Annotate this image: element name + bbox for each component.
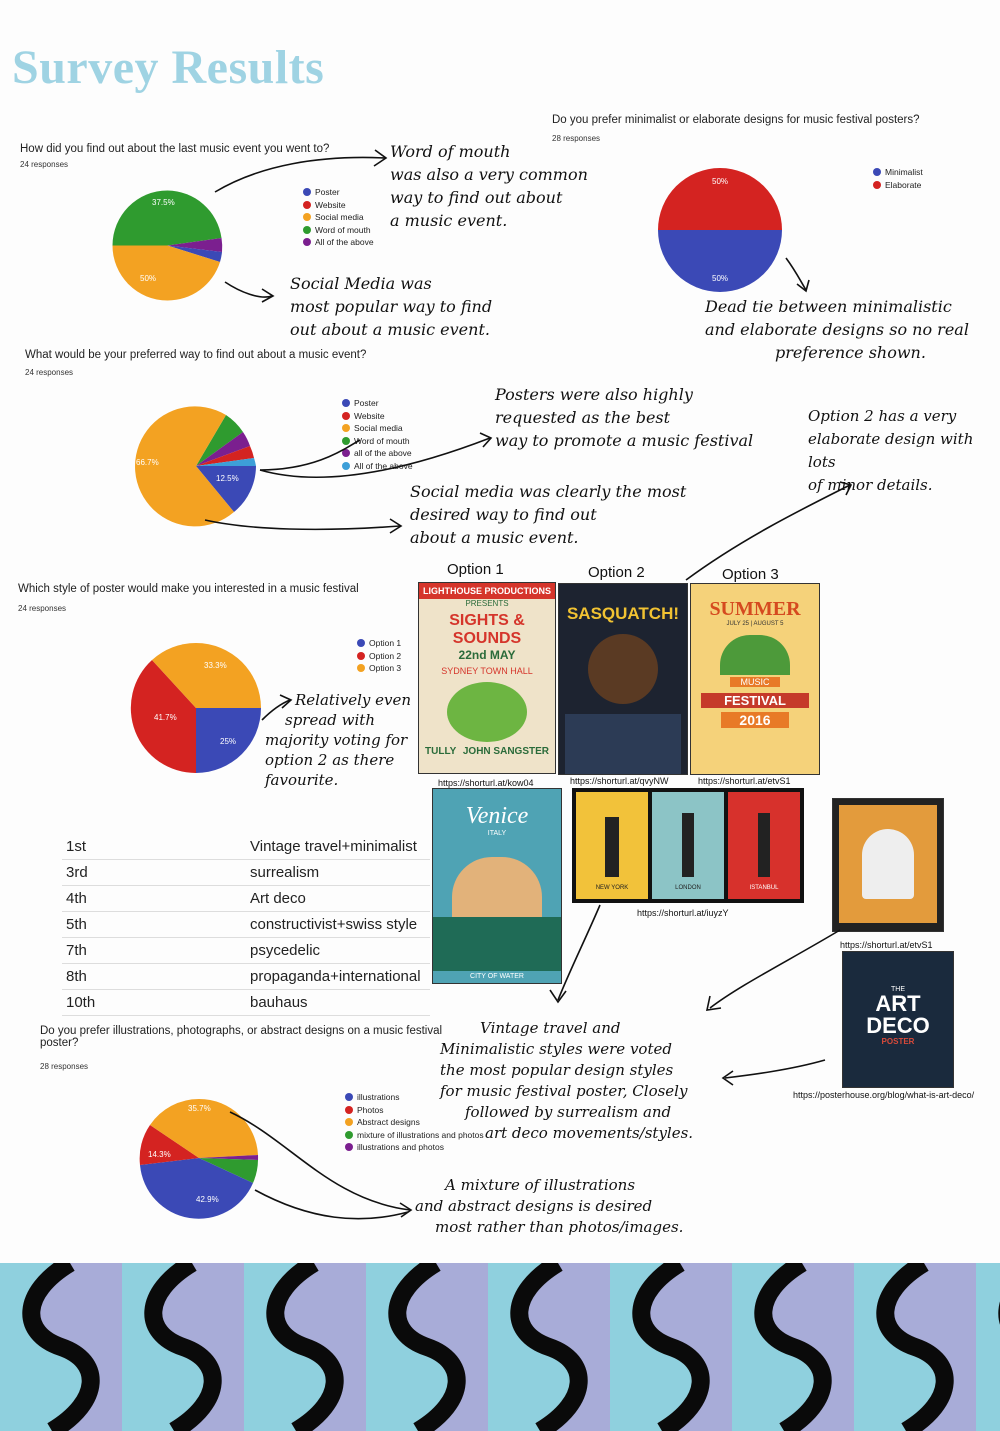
artdeco-url[interactable]: https://posterhouse.org/blog/what-is-art-deco/: [793, 1090, 975, 1100]
q5-legend: illustrations Photos Abstract designs mixture of illustrations and photos illustrations and photos: [345, 1091, 484, 1154]
q5-label-0: 35.7%: [188, 1104, 211, 1113]
arrow-icon: [558, 905, 600, 1000]
surreal-poster: [832, 798, 944, 932]
q3-note-option2: Option 2 has a very elaborate design with lots of minor details.: [808, 407, 974, 494]
q2-label-1: 50%: [712, 274, 729, 283]
venice-poster: Venice ITALY CITY OF WATER: [432, 788, 562, 984]
q2-label-0: 50%: [712, 177, 729, 186]
q4-responses: 24 responses: [18, 604, 67, 613]
arrow-icon: [262, 289, 273, 302]
table-row: 8th propaganda+international: [62, 964, 430, 990]
q5-question: Do you prefer illustrations, photographs, or abstract designs on a music festival poster?: [40, 1025, 443, 1049]
q1-legend: Poster Website Social media Word of mouth All of the above: [303, 186, 374, 249]
q5-label-1: 14.3%: [148, 1150, 171, 1159]
q3-label-0: 66.7%: [136, 458, 159, 467]
q3-pie-chart: [128, 402, 268, 532]
arrow-icon: [725, 1060, 825, 1078]
q1-pie-chart: [110, 188, 225, 303]
q3-note-social-media: Social media was clearly the most desired way to find out about a music event.: [410, 482, 687, 547]
styles-note: Vintage travel and Minimalistic styles were voted the most popular design styles for music festival poster, Closely followed by surrealism and art deco movements/styles.: [440, 1019, 694, 1142]
arrow-icon: [480, 433, 491, 447]
cities-url[interactable]: https://shorturl.at/iuyzY: [637, 908, 729, 918]
q1-responses: 24 responses: [20, 160, 69, 169]
q3-note-posters: Posters were also highly requested as the best way to promote a music festival: [495, 385, 754, 450]
style-ranking-table: [62, 834, 430, 1016]
table-row: 5th constructivist+swiss style: [62, 912, 430, 938]
option3-url[interactable]: https://shorturl.at/etvS1: [698, 776, 791, 786]
q3-responses: 24 responses: [25, 368, 74, 377]
arrow-icon: [390, 519, 401, 533]
q4-pie-chart: [128, 640, 264, 776]
q1-note-word-of-mouth: Word of mouth was also a very common way to find out about a music event.: [390, 142, 588, 230]
option2-url[interactable]: https://shorturl.at/qvyNW: [570, 776, 669, 786]
q2-note: Dead tie between minimalistic and elaborate designs so no real preference shown.: [705, 297, 969, 362]
table-row: 7th psycedelic: [62, 938, 430, 964]
q2-legend: Minimalist Elaborate: [873, 166, 923, 191]
q1-label-1: 50%: [140, 274, 157, 283]
q4-label-1: 41.7%: [154, 713, 177, 722]
option3-label: Option 3: [722, 566, 779, 583]
q5-note: A mixture of illustrations and abstract designs is desired most rather than photos/images.: [415, 1176, 684, 1236]
artdeco-poster: THE ART DECO POSTER: [842, 951, 954, 1088]
q5-responses: 28 responses: [40, 1062, 89, 1071]
q4-question: Which style of poster would make you interested in a music festival: [18, 583, 359, 595]
table-row: 1st Vintage travel+minimalist: [62, 834, 430, 860]
q3-label-1: 12.5%: [216, 474, 239, 483]
q5-label-2: 42.9%: [196, 1195, 219, 1204]
table-row: 10th bauhaus: [62, 990, 430, 1016]
option3-poster: SUMMER JULY 25 | AUGUST 5 MUSIC FESTIVAL 2016: [690, 583, 820, 775]
surreal-url[interactable]: https://shorturl.at/etvS1: [840, 940, 933, 950]
page-title: Survey Results: [12, 41, 325, 94]
q4-legend: Option 1 Option 2 Option 3: [357, 637, 401, 675]
wave-pattern-footer: [0, 1263, 1000, 1431]
option1-url[interactable]: https://shorturl.at/kow04: [438, 778, 534, 788]
q3-question: What would be your preferred way to find out about a music event?: [25, 349, 367, 361]
arrow-icon: [710, 930, 840, 1008]
q4-label-2: 25%: [220, 737, 237, 746]
q4-label-0: 33.3%: [204, 661, 227, 670]
q5-pie-chart: [138, 1097, 260, 1219]
arrow-icon: [786, 258, 806, 290]
q4-note: Relatively even spread with majority voting for option 2 as there favourite.: [265, 691, 412, 789]
q1-note-social-media: Social Media was most popular way to find out about a music event.: [290, 274, 493, 339]
q2-pie-chart: [656, 166, 784, 294]
option2-label: Option 2: [588, 564, 645, 581]
city-posters: NEW YORK LONDON ISTANBUL: [572, 788, 804, 903]
q1-question: How did you find out about the last music event you went to?: [20, 143, 330, 155]
option1-label: Option 1: [447, 561, 504, 578]
option1-poster: LIGHTHOUSE PRODUCTIONS PRESENTS SIGHTS & SOUNDS 22nd MAY SYDNEY TOWN HALL TULLY JOHN SANGSTER: [418, 582, 556, 774]
q3-legend: Poster Website Social media Word of mouth all of the above All of the above: [342, 397, 413, 472]
arrow-icon: [707, 996, 721, 1010]
q2-responses: 28 responses: [552, 134, 601, 143]
table-row: 4th Art deco: [62, 886, 430, 912]
arrow-icon: [374, 150, 386, 166]
option2-poster: SASQUATCH!: [558, 583, 688, 775]
arrow-icon: [255, 1190, 408, 1219]
q1-label-0: 37.5%: [152, 198, 175, 207]
arrow-icon: [225, 282, 272, 297]
table-row: 3rd surrealism: [62, 860, 430, 886]
arrow-icon: [797, 280, 809, 291]
arrow-icon: [723, 1071, 733, 1085]
arrow-icon: [550, 990, 566, 1002]
q2-question: Do you prefer minimalist or elaborate designs for music festival posters?: [552, 114, 920, 126]
